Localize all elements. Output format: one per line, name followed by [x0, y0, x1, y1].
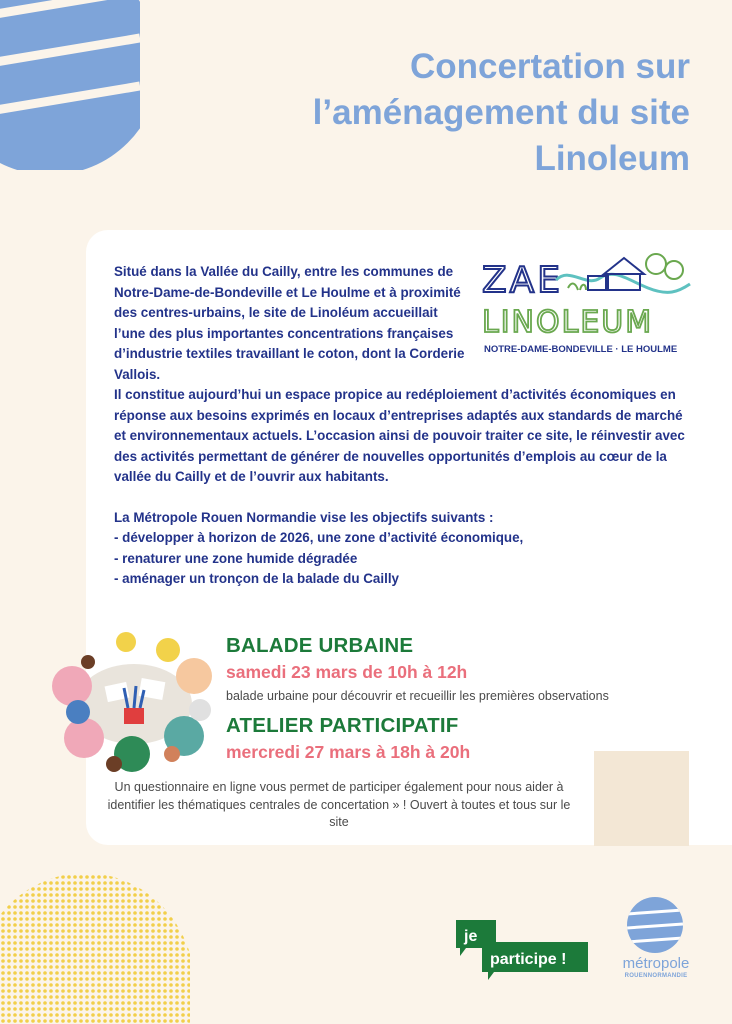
je-label: je [464, 928, 478, 945]
page-title: Concertation sur l’aménagement du site Linoleum [312, 47, 690, 178]
objectives-intro: La Métropole Rouen Normandie vise les objectifs suivants : [114, 509, 494, 525]
event-date-balade: samedi 23 mars de 10h à 12h [226, 662, 468, 682]
intro-paragraph-purpose: Il constitue aujourd’hui un espace propice au redéploiement d’activités économiques en réponse aux besoins exprimés en locaux d’entreprises adaptés aux standards de marché et environnementaux actuels. L’occasion ainsi de pouvoir traiter ce site, le réinvestir avec des activités permettant de générer de nouvelles opportunités d’emplois au cœur de la vallée du Cailly et de l’ouvrir aux habitants. [114, 387, 685, 484]
questionnaire-text: Un questionnaire en ligne vous permet de participer également pour nous aider à identifier les thématiques centrales de concertation » ! Ouvert à toutes et tous sur le site [107, 780, 571, 829]
objectives-list [114, 528, 694, 590]
objective-item: - renaturer une zone humide dégradée [114, 550, 358, 566]
objective-item: - développer à horizon de 2026, une zone d’activité économique, [114, 530, 524, 545]
participe-label: participe ! [490, 951, 567, 968]
logo-subtitle: NOTRE-DAME-BONDEVILLE · LE HOULME [484, 344, 678, 355]
event-date-atelier: mercredi 27 mars à 18h à 20h [226, 742, 471, 762]
event-description-balade: balade urbaine pour découvrir et recueillir les premières observations [226, 689, 609, 703]
intro-paragraph-history: Situé dans la Vallée du Cailly, entre les communes de Notre-Dame-de-Bondeville et Le Houlme et à proximité des centres-urbains, le site de Linoléum accueillait l’une des plus importantes concentrations françaises d’industrie textiles travaillant le coton, dont la Corderie Vallois. [114, 264, 465, 382]
logo-zae: ZAE [482, 260, 564, 301]
participants-illustration [44, 626, 224, 776]
logo-linoleum: LINOLEUM [482, 305, 654, 340]
metropole-subtitle: ROUENNORMANDIE [624, 973, 688, 979]
decorative-striped-circle [0, 0, 140, 170]
decorative-dot-pattern [0, 868, 190, 1024]
objective-item: - aménager un tronçon de la balade du Cailly [114, 571, 399, 586]
intro-text [114, 262, 694, 590]
metropole-name: métropole [622, 955, 690, 972]
event-title-atelier: ATELIER PARTICIPATIF [226, 714, 459, 737]
event-title-balade: BALADE URBAINE [226, 634, 414, 657]
qr-placeholder [594, 751, 689, 846]
je-participe-logo [452, 918, 592, 980]
